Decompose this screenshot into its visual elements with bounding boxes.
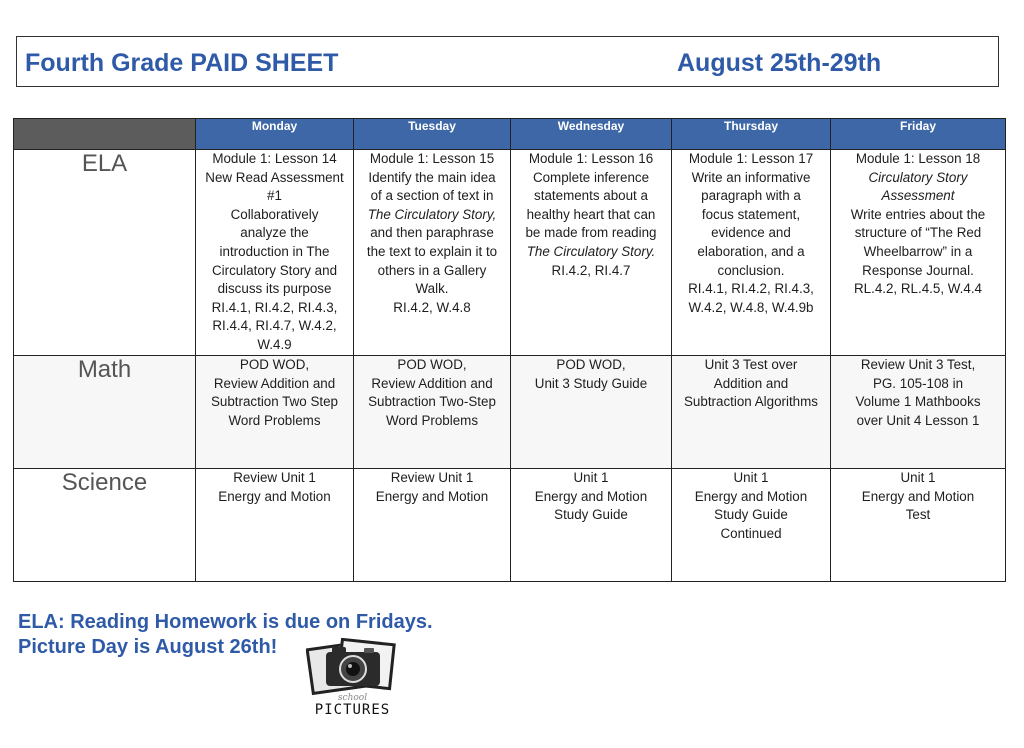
day-header-friday: Friday: [831, 119, 1006, 150]
day-header-thursday: Thursday: [672, 119, 831, 150]
text-line: Study Guide: [714, 507, 788, 523]
math-row: [14, 356, 1006, 469]
text-line: Addition and: [713, 375, 789, 391]
homework-note: ELA: Reading Homework is due on Fridays.: [18, 611, 433, 633]
text-line: PG. 105-108 in: [872, 375, 964, 391]
week-dates: August 25th-29th: [677, 49, 882, 77]
text-line: and then paraphrase: [370, 225, 494, 241]
text-line: Study Guide: [554, 507, 628, 523]
text-line: Energy and Motion: [694, 488, 808, 504]
science-row: [14, 469, 1006, 582]
text-line: Review Addition and: [371, 375, 493, 391]
text-line: Energy and Motion: [861, 488, 975, 504]
text-line: introduction in The: [219, 243, 330, 259]
text-line: discuss its purpose: [217, 281, 332, 297]
text-line: Unit 3 Study Guide: [534, 375, 648, 391]
text-line: elaboration, and a: [697, 243, 805, 259]
text-line: Subtraction Algorithms: [684, 394, 818, 410]
text-line: Module 1: Lesson 18: [855, 151, 981, 166]
text-line: healthy heart that can: [526, 206, 656, 222]
header-box: [16, 36, 999, 87]
subject-math: Math: [14, 356, 196, 469]
text-line: Write entries about the: [850, 206, 986, 222]
subject-science: Science: [14, 469, 196, 582]
text-line: The Circulatory Story,: [367, 206, 497, 222]
text-line: Unit 1: [900, 470, 936, 485]
text-line: evidence and: [711, 225, 791, 241]
text-line: conclusion.: [717, 262, 785, 278]
math-friday-cell: [831, 356, 1006, 469]
page-title: Fourth Grade PAID SHEET: [25, 49, 339, 77]
text-line: POD WOD,: [556, 357, 626, 372]
text-line: Write an informative: [691, 169, 811, 185]
text-line: Subtraction Two Step: [210, 394, 339, 410]
text-line: Review Unit 1: [390, 470, 474, 485]
ela-tuesday-cell: [354, 150, 511, 356]
text-line: statements about a: [534, 188, 648, 204]
text-line: POD WOD,: [239, 357, 310, 372]
text-line: the text to explain it to: [366, 243, 498, 259]
text-line: POD WOD,: [397, 357, 467, 372]
text-line: Module 1: Lesson 14: [212, 151, 337, 166]
text-line: Test: [905, 507, 931, 523]
text-line: RL.4.2, RL.4.5, W.4.4: [853, 281, 983, 297]
text-line: Subtraction Two-Step: [368, 394, 496, 410]
schedule-table: [13, 118, 1006, 582]
text-line: Identify the main idea: [368, 169, 496, 185]
text-line: Energy and Motion: [218, 488, 331, 504]
math-thursday-cell: [672, 356, 831, 469]
logo-script-text: school: [337, 693, 368, 703]
text-line: Wheelbarrow” in a: [863, 243, 973, 259]
text-line: focus statement,: [701, 206, 801, 222]
science-friday-cell: [831, 469, 1006, 582]
text-line: be made from reading: [525, 225, 657, 241]
science-thursday-cell: [672, 469, 831, 582]
math-monday-cell: [196, 356, 354, 469]
text-line: Module 1: Lesson 15: [369, 151, 495, 166]
text-line: RI.4.1, RI.4.2, RI.4.3,: [211, 299, 338, 315]
text-line: RI.4.1, RI.4.2, RI.4.3,: [688, 281, 814, 297]
text-line: RI.4.4, RI.4.7, W.4.2,: [212, 318, 337, 334]
text-line: Complete inference: [532, 169, 650, 185]
text-line: Energy and Motion: [534, 488, 648, 504]
ela-thursday-cell: [672, 150, 831, 356]
picture-day-note: Picture Day is August 26th!: [18, 636, 278, 658]
text-line: RI.4.2, RI.4.7: [551, 262, 631, 278]
ela-wednesday-cell: [511, 150, 672, 356]
science-wednesday-cell: [511, 469, 672, 582]
text-line: Module 1: Lesson 17: [688, 151, 814, 166]
text-line: Module 1: Lesson 16: [528, 151, 654, 166]
text-line: The Circulatory Story.: [526, 243, 656, 259]
text-line: structure of “The Red: [854, 225, 982, 241]
text-line: Unit 1: [573, 470, 609, 485]
text-line: Review Unit 3 Test,: [860, 357, 976, 372]
text-line: Word Problems: [385, 412, 479, 428]
corner-cell: [14, 119, 196, 150]
science-tuesday-cell: [354, 469, 511, 582]
ela-monday-cell: [196, 150, 354, 356]
text-line: Continued: [720, 525, 782, 541]
text-line: Energy and Motion: [375, 488, 489, 504]
day-header-wednesday: Wednesday: [511, 119, 672, 150]
text-line: Circulatory Story: [868, 169, 968, 185]
text-line: #1: [267, 188, 282, 204]
subject-ela: ELA: [14, 150, 196, 356]
math-tuesday-cell: [354, 356, 511, 469]
text-line: Word Problems: [228, 412, 321, 428]
text-line: Review Addition and: [213, 375, 336, 391]
text-line: RI.4.2, W.4.8: [393, 299, 471, 315]
text-line: W.4.2, W.4.8, W.4.9b: [688, 299, 814, 315]
text-line: Walk.: [415, 281, 449, 297]
text-line: Assessment: [881, 188, 955, 204]
logo-label: PICTURES: [314, 702, 391, 718]
math-wednesday-cell: [511, 356, 672, 469]
text-line: of a section of text in: [370, 188, 494, 204]
text-line: over Unit 4 Lesson 1: [856, 412, 980, 428]
text-line: Circulatory Story and: [211, 262, 338, 278]
text-line: W.4.9: [257, 336, 292, 352]
text-line: others in a Gallery: [377, 262, 487, 278]
day-header-monday: Monday: [196, 119, 354, 150]
text-line: Unit 1: [733, 470, 769, 485]
text-line: Collaboratively: [230, 206, 319, 222]
text-line: analyze the: [240, 225, 309, 241]
day-header-tuesday: Tuesday: [354, 119, 511, 150]
text-line: Review Unit 1: [233, 470, 316, 485]
text-line: paragraph with a: [701, 188, 801, 204]
ela-friday-cell: [831, 150, 1006, 356]
text-line: Response Journal.: [862, 262, 974, 278]
science-monday-cell: [196, 469, 354, 582]
text-line: Unit 3 Test over: [704, 357, 798, 372]
text-line: New Read Assessment: [205, 169, 344, 185]
day-header-row: [14, 119, 1006, 150]
ela-row: [14, 150, 1006, 356]
school-pictures-logo: [306, 638, 399, 724]
text-line: Volume 1 Mathbooks: [855, 394, 981, 410]
